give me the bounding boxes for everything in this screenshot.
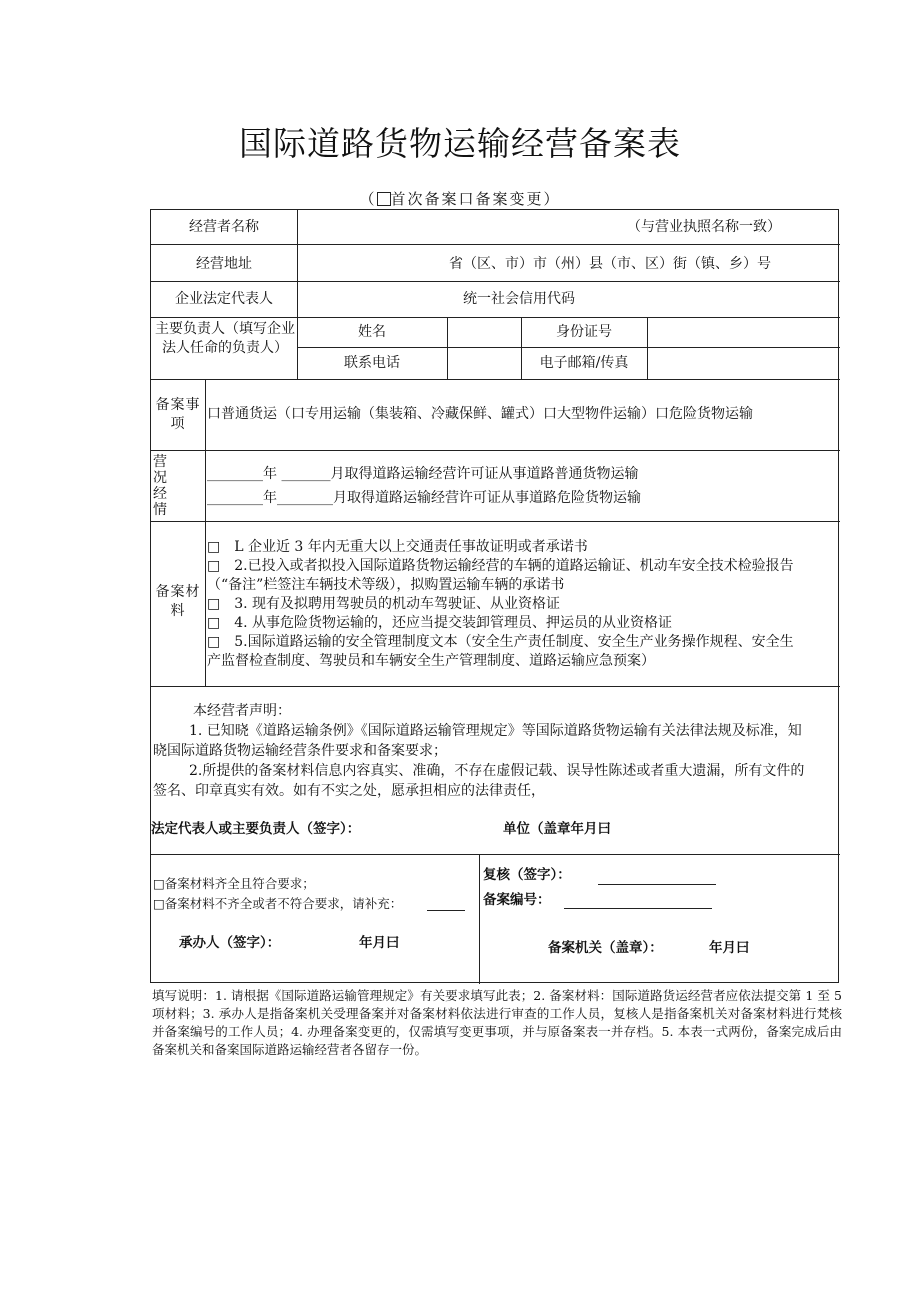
filling-instructions: 填写说明：1. 请根据《国际道路运输管理规定》有关要求填写此表；2. 备案材料：国际道路货运经营者应依法提交第 1 至 5 项材料；3. 承办人是指备案机关受理备案并对备案材料依法进行审查的工作人员，复核人是指备案机关对备案材料进行梵核并备案编号的工作人员；4. 办理备案变更的，仅需填写变更事项，并与原备案表一并存档。5. 本表一式两份，备案完成后由备案机关和备案国际道路运输经营者各留存一份。 — [152, 988, 842, 1057]
operating-label-3: 经 — [153, 486, 167, 502]
filing-number-blank[interactable] — [564, 908, 712, 909]
declaration-item-1: 1. 已知晓《道路运输条例》《国际道路运输管理规定》等国际道路货物运输有关法律法规及标准，知晓国际道路货物运输经营条件要求和备案要求； — [153, 723, 802, 759]
filing-form-table — [150, 209, 839, 983]
principal-label: 主要负责人（填写企业法人任命的负责人） — [155, 321, 295, 356]
filing-type-line — [0, 188, 920, 209]
name-label: 姓名 — [358, 324, 386, 340]
address-field[interactable]: 省（区、市）市（州）县（市、区）街（镇、乡）号 — [449, 256, 771, 272]
operating-label-4: 情 — [153, 502, 167, 518]
reviewer-signature-label[interactable]: 复核（签字）： — [483, 867, 571, 883]
supplement-blank[interactable] — [427, 910, 465, 911]
operating-label-2: 况 — [153, 470, 167, 486]
material-item-3[interactable]: □ 3. 现有及拟聘用驾驶员的机动车驾驶证、从业资格证 — [207, 596, 561, 612]
phone-label: 联系电话 — [344, 355, 400, 371]
filing-items-options[interactable]: 口普通货运（口专用运输（集装箱、冷藏保鲜、罐式）口大型物件运输）口危险货物运输 — [207, 406, 753, 422]
operating-label-1: 营 — [153, 454, 167, 470]
declaration-heading: 本经营者声明： — [193, 703, 291, 719]
handler-date: 年月曰 — [359, 935, 400, 951]
credit-code-label: 统一社会信用代码 — [463, 291, 575, 307]
materials-label: 备案材料 — [155, 584, 201, 619]
signature-label[interactable]: 法定代表人或主要负责人（签字）： — [151, 821, 361, 837]
operating-line-general[interactable]: ________年 _______月取得道路运输经营许可证从事道路普通货物运输 — [207, 466, 639, 482]
filing-items-label: 备案事项 — [155, 397, 201, 432]
authority-seal-label[interactable]: 备案机关（盖章）： — [548, 940, 663, 956]
unit-seal-label[interactable]: 单位（盖章年月曰 — [503, 821, 611, 837]
operator-name-label: 经营者名称 — [189, 219, 259, 235]
declaration-item-2: 2.所提供的备案材料信息内容真实、准确，不存在虚假记载、误导性陈述或者重大遗漏，所有文件的签名、印章真实有效。如有不实之处，愿承担相应的法律责任， — [153, 763, 805, 799]
material-item-4[interactable]: □ 4. 从事危险货物运输的，还应当提交装卸管理员、押运员的从业资格证 — [207, 615, 673, 631]
id-label: 身份证号 — [556, 324, 612, 340]
operator-name-field[interactable]: （与营业执照名称一致） — [627, 219, 781, 235]
address-label: 经营地址 — [196, 256, 252, 272]
material-item-2[interactable]: □ 2.已投入或者拟投入国际道路货物运输经营的车辆的道路运输证、机动车安全技术检验报告（“备注”栏签注车辆技术等级），拟购置运输车辆的承诺书 — [207, 558, 794, 593]
authority-date: 年月曰 — [709, 940, 750, 956]
materials-complete-checkbox[interactable]: □备案材料齐全且符合要求； — [153, 876, 315, 891]
operating-line-dangerous[interactable]: ________年________月取得道路运输经营许可证从事道路危险货物运输 — [207, 490, 641, 506]
email-label: 电子邮箱/传真 — [539, 355, 629, 371]
material-item-5[interactable]: □ 5.国际道路运输的安全管理制度文本（安全生产责任制度、安全生产业务操作规程、安全生产监督检查制度、驾驶员和车辆安全生产管理制度、道路运输应急预案） — [207, 634, 794, 669]
subtitle-open: （ — [359, 190, 377, 208]
handler-signature-label[interactable]: 承办人（签字）： — [179, 935, 281, 951]
legal-rep-label: 企业法定代表人 — [175, 291, 273, 307]
material-item-1[interactable]: □ L 企业近 3 年内无重大以上交通责任事故证明或者承诺书 — [207, 539, 588, 555]
form-title: 国际道路货物运输经营备案表 — [239, 124, 681, 163]
filing-number-label[interactable]: 备案编号： — [483, 892, 551, 908]
subtitle-options: 首次备案口备案变更） — [390, 190, 561, 208]
first-filing-checkbox[interactable] — [377, 192, 391, 206]
reviewer-blank[interactable] — [598, 884, 716, 885]
materials-incomplete-checkbox[interactable]: □备案材料不齐全或者不符合要求，请补充： — [153, 896, 403, 911]
